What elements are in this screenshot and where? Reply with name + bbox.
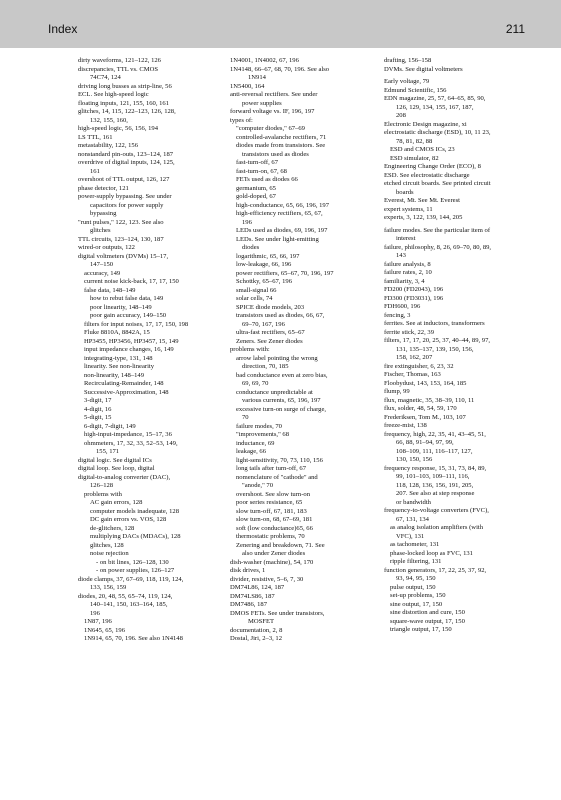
index-entry: digital loop. See loop, digital (78, 465, 155, 472)
index-entry: bad conductance even at zero bias, (236, 371, 328, 379)
index-entry: dirty waveforms, 121–122, 126 (78, 57, 161, 64)
index-entry: 207. See also at step response (396, 490, 475, 497)
index-entry: various currents, 65, 196, 197 (242, 397, 321, 404)
index-entry: 196 (242, 218, 252, 226)
index-entry: HP3455, HP3456, HP3457, 15, 149 (84, 337, 179, 345)
index-entry: DM74LS86, 187 (230, 592, 275, 600)
index-entry: etched circuit boards. See printed circuit (384, 180, 491, 187)
index-entry: 118, 128, 136, 156, 191, 205, (396, 481, 474, 489)
index-entry: failure modes, 70 (236, 422, 282, 430)
index-entry: 1N4148, 66–67, 68, 70, 196. See also (230, 65, 330, 73)
index-entry: 132, 155, 160, (90, 116, 128, 124)
index-entry: thermostatic problems, 70 (236, 533, 305, 540)
index-entry: 126, 129, 134, 155, 167, 187, (396, 103, 474, 111)
index-entry: DM7486, 187 (230, 601, 267, 608)
index-entry: also under Zener diodes (242, 550, 306, 557)
index-entry: glitches (90, 227, 111, 234)
index-entry: ultra-fast rectifiers, 65–67 (236, 329, 305, 336)
index-entry: glitches, 128 (90, 541, 124, 549)
index-entry: Schottky, 65–67, 196 (236, 278, 292, 285)
index-entry: ferrite stick, 22, 39 (384, 328, 434, 336)
index-entry: "anode," 70 (242, 482, 274, 489)
index-entry: leakage, 66 (236, 448, 267, 455)
index-entry: light-sensitivity, 70, 73, 110, 156 (236, 456, 323, 464)
index-entry: integrating-type, 131, 148 (84, 354, 153, 362)
index-entry: "computer diodes," 67–69 (236, 125, 305, 132)
index-entry: ESD simulator, 82 (390, 154, 439, 162)
index-entry: LEDs used as diodes, 69, 196, 197 (236, 227, 328, 234)
index-entry: non-linearity, 148–149 (84, 371, 145, 379)
index-entry: set-up problems, 150 (390, 592, 446, 599)
page-title: Index (48, 22, 78, 36)
index-entry: current noise kick-back, 17, 17, 150 (84, 278, 179, 285)
index-entry: conductance unpredictable at (236, 388, 313, 396)
index-entry: high-input-impedance, 15–17, 36 (84, 431, 172, 438)
index-entry: Zenering and breakdown, 71. See (236, 541, 325, 549)
index-entry: familiarity, 3, 4 (384, 277, 425, 285)
index-entry: filters, 17, 17, 20, 25, 37, 40–44, 89, 97, (384, 337, 491, 344)
index-entry: 69, 69, 70 (242, 380, 269, 387)
index-entry: 161 (90, 167, 100, 175)
index-entry: 93, 94, 95, 150 (396, 575, 436, 582)
index-entry: DC gain errors vs. VOS, 128 (90, 516, 167, 523)
index-entry: Successive-Approximation, 148 (84, 388, 169, 396)
index-entry: FD300 (FD3031), 196 (384, 294, 444, 302)
index-entry: problems with: (230, 346, 270, 353)
index-entry: power-supply bypassing. See under (78, 193, 172, 200)
index-entry: ESD. See electrostatic discharge (384, 171, 470, 179)
index-entry: DVMs. See digital voltmeters (384, 65, 463, 73)
index-entry: transistors used as diodes (242, 150, 309, 158)
index-entry: diode clamps, 37, 67–69, 118, 119, 124, (78, 575, 184, 583)
index-entry: computer models inadequate, 128 (90, 507, 179, 515)
index-entry: Edmund Scientific, 156 (384, 86, 447, 94)
index-entry: slow turn-off, 67, 181, 183 (236, 507, 307, 515)
index-entry: 5-digit, 15 (84, 414, 112, 421)
index-entry: false data, 148–149 (84, 286, 136, 294)
index-entry: fast-turn-off, 67 (236, 159, 278, 166)
index-entry: Electronic Design magazine, xi (384, 120, 467, 128)
index-entry: divider, resistive, 5–6, 7, 30 (230, 575, 304, 583)
index-entry: digital voltmeters (DVMs) 15–17, (78, 252, 169, 260)
index-entry: problems with (84, 490, 122, 498)
page-header-bar (0, 0, 561, 48)
index-entry: DMOS FETs. See under transistors, (230, 609, 325, 617)
index-entry: FD200 (FD2043), 196 (384, 286, 444, 293)
index-entry: phase detector, 121 (78, 184, 129, 192)
index-entry: 126–128 (90, 482, 114, 489)
index-entry: sine distortion and cure, 150 (390, 609, 465, 616)
index-entry: 99, 101–103, 109–111, 116, (396, 473, 470, 480)
index-entry: 67, 131, 134 (396, 515, 429, 523)
index-entry: ECL. See high-speed logic (78, 91, 149, 98)
index-entry: LS TTL, 161 (78, 133, 113, 141)
index-entry: slow turn-on, 68, 67–69, 181 (236, 516, 313, 523)
index-entry: 130, 150, 156 (396, 456, 433, 463)
index-entry: experts, 3, 122, 139, 144, 205 (384, 214, 463, 221)
index-entry: 4-digit, 16 (84, 405, 112, 413)
index-column-1 (78, 57, 216, 644)
index-entry: ohmmeters, 17, 32, 33, 52–53, 149, (84, 439, 178, 447)
index-entry: power supplies (242, 99, 282, 107)
index-entry: 196 (90, 609, 100, 617)
index-entry: nonstandard pin-outs, 123–124, 187 (78, 150, 174, 158)
index-entry: germanium, 65 (236, 184, 276, 192)
index-entry: 1N914, 65, 70, 196. See also 1N4148 (84, 635, 183, 642)
index-entry: 1N4001, 1N4002, 67, 196 (230, 57, 299, 64)
index-entry: discrepancies, TTL vs. CMOS (78, 65, 159, 73)
index-entry: flux, magnetic, 35, 38–39, 110, 11 (384, 396, 475, 404)
index-entry: Dostal, Jiri, 2–3, 12 (230, 635, 283, 642)
index-entry: AC gain errors, 128 (90, 499, 143, 506)
index-entry: arrow label pointing the wrong (236, 354, 318, 362)
index-entry: 155, 171 (96, 448, 120, 455)
index-entry: solar cells, 74 (236, 295, 273, 302)
index-entry: Floobydust, 143, 153, 164, 185 (384, 379, 467, 387)
index-entry: square-wave output, 17, 150 (390, 617, 465, 625)
index-entry: phase-locked loop as FVC, 131 (390, 549, 473, 557)
index-entry: 1N645, 65, 196 (84, 626, 126, 634)
index-entry: 1N914 (248, 74, 266, 81)
index-entry: 78, 81, 82, 88 (396, 137, 433, 145)
index-entry: MOSFET (248, 618, 275, 625)
index-entry: inductance, 69 (236, 439, 275, 447)
index-entry: diodes, 20, 48, 55, 65–74, 119, 124, (78, 592, 173, 600)
index-entry: freeze-mist, 138 (384, 422, 427, 429)
index-entry: frequency-to-voltage converters (FVC), (384, 507, 489, 514)
index-entry: ESD and CMOS ICs, 23 (390, 146, 455, 153)
index-entry: direction, 70, 185 (242, 363, 289, 370)
index-entry: digital logic. See digital ICs (78, 456, 152, 464)
index-entry: 133, 156, 159 (90, 584, 127, 591)
index-entry: VFC), 131 (396, 532, 425, 540)
index-entry: dish-washer (machine), 54, 170 (230, 558, 314, 566)
index-entry: as analog isolation amplifiers (with (390, 524, 484, 531)
index-entry: failure modes. See the particular item of (384, 226, 491, 234)
index-entry: LEDs. See under light-emitting (236, 235, 319, 243)
index-entry: expert systems, 11 (384, 205, 433, 213)
index-entry: - on bit lines, 126–128, 130 (96, 558, 169, 566)
index-entry: forward voltage vs. IF, 196, 197 (230, 108, 315, 115)
index-entry: TTL circuits, 123–124, 130, 187 (78, 235, 164, 243)
index-entry: interest (396, 235, 416, 242)
index-entry: "improvements," 68 (236, 431, 289, 438)
index-entry: types of: (230, 116, 253, 124)
index-entry: excessive turn-on surge of charge, (236, 405, 327, 413)
index-entry: accuracy, 149 (84, 269, 121, 277)
index-entry: 158, 162, 207 (396, 354, 433, 361)
index-entry: SPICE diode models, 203 (236, 303, 305, 311)
index-entry: frequency response, 15, 31, 73, 84, 89, (384, 464, 487, 472)
index-entry: 1N5400, 164 (230, 82, 265, 90)
index-entry: Fluke 8810A, 8842A, 15 (84, 329, 150, 336)
index-entry: filters for input noises, 17, 17, 150, 198 (84, 320, 189, 328)
index-entry: nomenclature of "cathode" and (236, 473, 318, 481)
index-entry: bypassing (90, 210, 117, 217)
index-entry: boards (396, 188, 414, 196)
index-entry: controlled-avalanche rectifiers, 71 (236, 133, 327, 141)
index-entry: failure rates, 2, 10 (384, 269, 432, 276)
index-entry: high-efficiency rectifiers, 65, 67, (236, 210, 323, 217)
index-entry: DM74L86, 124, 187 (230, 584, 285, 591)
index-column-3 (384, 57, 530, 635)
index-entry: electrostatic discharge (ESD), 10, 11 23, (384, 129, 491, 136)
index-entry: 143 (396, 252, 406, 259)
index-entry: 108–109, 111, 116–117, 127, (396, 447, 473, 455)
index-entry: diodes (242, 244, 260, 251)
index-entry: fire extinguisher, 6, 23, 32 (384, 362, 454, 370)
index-entry: overshoot. See slow turn-on (236, 490, 310, 498)
index-entry: Everest, Mt. See Mt. Everest (384, 197, 460, 204)
index-entry: ripple filtering, 131 (390, 558, 442, 565)
index-entry: drafting, 156–158 (384, 57, 432, 64)
index-entry: 208 (396, 112, 406, 119)
index-entry: 70 (242, 414, 249, 421)
index-entry: metastability, 122, 156 (78, 142, 139, 149)
index-entry: frequency, high, 22, 35, 41, 43–45, 51, (384, 430, 486, 438)
index-entry: digital-to-analog converter (DAC), (78, 473, 171, 481)
index-entry: small-signal 66 (236, 286, 277, 294)
index-entry: anti-reversal rectifiers. See under (230, 91, 318, 98)
index-entry: high-speed logic, 56, 156, 194 (78, 125, 159, 132)
index-entry: 1N87, 196 (84, 618, 112, 625)
index-entry: flux, solder, 48, 54, 59, 170 (384, 405, 457, 412)
index-entry: triangle output, 17, 150 (390, 626, 452, 633)
index-entry: capacitors for power supply (90, 201, 164, 209)
index-entry: de-glitchers, 128 (90, 524, 135, 532)
index-entry: pulse output, 150 (390, 583, 436, 591)
index-entry: 147–150 (90, 261, 114, 268)
index-entry: failure analysis, 8 (384, 260, 431, 268)
index-entry: soft (low conductance)65, 66 (236, 524, 313, 532)
index-entry: 66, 88, 91–94, 97, 99, (396, 439, 454, 446)
index-entry: transistors used as diodes, 66, 67, (236, 312, 325, 319)
index-entry: linearity. See non-linearity (84, 363, 155, 370)
index-entry: documentation, 2, 8 (230, 626, 283, 634)
index-entry: wired-or outputs, 122 (78, 244, 135, 251)
index-entry: "runt pulses," 122, 123. See also (78, 218, 164, 226)
index-entry: diodes made from transistors. See (236, 142, 326, 149)
index-entry: 6-digit, 7-digit, 149 (84, 422, 136, 430)
index-entry: 69–70, 167, 196 (242, 320, 285, 328)
index-entry: Fischer, Thomas, 163 (384, 371, 441, 378)
index-entry: fencing, 3 (384, 311, 411, 319)
index-entry: gold-doped, 67 (236, 193, 276, 200)
index-entry: flump, 99 (384, 388, 410, 395)
index-entry: EDN magazine, 25, 57, 64–65, 85, 90, (384, 95, 486, 102)
index-entry: poor series resistance, 65 (236, 499, 303, 506)
index-entry: Engineering Change Order (ECO), 8 (384, 163, 481, 170)
index-entry: floating inputs, 121, 155, 160, 161 (78, 99, 170, 107)
index-entry: FETs used as diodes 66 (236, 176, 298, 183)
index-entry: function generators, 17, 22, 25, 37, 92, (384, 566, 487, 574)
index-entry: power rectifiers, 65–67, 70, 196, 197 (236, 269, 334, 277)
index-entry: - on power supplies, 126–127 (96, 567, 175, 574)
index-entry: Zeners. See Zener diodes (236, 337, 303, 345)
index-entry: poor linearity, 148–149 (90, 303, 152, 311)
index-column-2 (230, 57, 366, 644)
index-entry: failure, philosophy, 8, 26, 69–70, 80, 89, (384, 243, 492, 251)
index-entry: overshoot of TTL output, 126, 127 (78, 176, 170, 183)
index-entry: 131, 135–137, 139, 150, 156, (396, 345, 474, 353)
index-entry: as tachometer, 131 (390, 541, 440, 548)
index-entry: poor gain accuracy, 149–150 (90, 312, 167, 319)
page-number: 211 (505, 22, 525, 36)
index-entry: low-leakage, 66, 196 (236, 261, 292, 268)
index-entry: how to rebut false data, 149 (90, 295, 164, 302)
index-entry: 140–141, 150, 163–164, 185, (90, 601, 168, 608)
index-entry: 74C74, 124 (90, 74, 121, 81)
index-entry: 3-digit, 17 (84, 397, 112, 404)
index-entry: FDH600, 196 (384, 303, 421, 310)
index-entry: ferrites. See at inductors, transformers (384, 320, 485, 327)
index-entry: sine output, 17, 150 (390, 600, 443, 608)
index-entry: or bandwidth (396, 498, 431, 506)
index-entry: input impedance changes, 16, 149 (84, 346, 174, 353)
index-entry: logarithmic, 65, 66, 197 (236, 252, 300, 260)
index-entry: glitches, 14, 115, 122–123, 126, 128, (78, 108, 176, 115)
index-entry: Early voltage, 79 (384, 78, 430, 85)
index-entry: noise rejection (90, 550, 129, 557)
index-entry: disk drives, 1 (230, 567, 266, 574)
index-entry: high-conductance, 65, 66, 196, 197 (236, 201, 330, 209)
index-entry: overdrive of digital inputs, 124, 125, (78, 159, 175, 166)
index-entry: long tails after turn-off, 67 (236, 465, 307, 472)
index-entry: fast-turn-on, 67, 68 (236, 167, 287, 175)
index-entry: Frederiksen, Tom M., 103, 107 (384, 413, 466, 421)
index-entry: multiplying DACs (MDACs), 128 (90, 533, 181, 540)
index-entry: driving long busses as strip-line, 56 (78, 82, 172, 90)
index-entry: Recirculating-Remainder, 148 (84, 380, 164, 387)
